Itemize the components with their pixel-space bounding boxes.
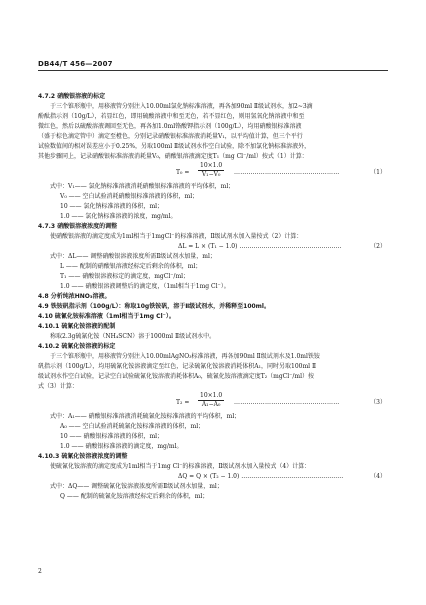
- variable-definition: 1.0 —— 氯化钠标准溶液的浓度，mg/ml。: [60, 213, 177, 220]
- equation-number: （2）: [370, 243, 386, 250]
- variable-definition: 式中：ΔQ—— 调整硫氰化铵溶液浓度所需Ⅱ级试剂水加量，ml；: [50, 483, 223, 490]
- section-4-7-2-heading: 4.7.2 硝酸银溶液的标定: [38, 93, 106, 100]
- paragraph-line: 试验数值间的相对误差应小于0.25%，另取100ml Ⅱ级试剂水作空白试验，除不加氯化钠标准溶液外，: [38, 143, 311, 150]
- paragraph-line: 矾指示剂（100g/L），均用硫氰化铵溶液滴定至红色，记录硫氰化铵溶液消耗体积A₁，同时另取100ml Ⅱ: [38, 363, 317, 370]
- section-4-9: 4.9 铁铵矾指示剂（100g/L）：称取10g铁铵矾，溶于Ⅱ级试剂水，并稀释至100ml。: [38, 303, 270, 310]
- equation-body: ΔQ = Q × (T₂ − 1.0) ……………………………………………: [178, 473, 344, 480]
- paragraph-line: 其他步骤同上，记录硝酸银标准溶液消耗量V₀，硝酸银溶液滴定度T₁（mg Cl⁻/ml）按式（1）计算：: [38, 153, 308, 160]
- standard-code-header: DB44/T 456—2007: [38, 60, 113, 68]
- variable-definition: 1.0 —— 硝酸银标准溶液的滴定度，mg/ml。: [60, 443, 183, 450]
- variable-definition: Q —— 配制的硫氰化铵溶液经标定后剩余的体积，ml；: [60, 493, 209, 500]
- section-4-10-3-heading: 4.10.3 硫氰化铵溶液浓度的调整: [38, 453, 128, 460]
- variable-definition: 1.0 —— 硝酸银溶液调整后的滴定度，（1ml相当于1mg Cl⁻）。: [60, 283, 230, 290]
- paragraph-line: 使硫氰化铵溶液的滴定度成为1ml相当于1mg Cl⁻的标准溶液，Ⅱ级试剂水加入量按式（4）计算：: [50, 463, 311, 470]
- equation-4: [38, 472, 388, 482]
- header-rule: [38, 70, 388, 71]
- variable-definition: T₁ —— 硝酸银溶液标定的滴定度，mgCl⁻/ml；: [60, 273, 190, 280]
- variable-definition: 10 —— 氯化钠标准溶液的体积，ml；: [60, 203, 164, 210]
- paragraph-line: 级试剂水作空白试验，记录空白试验硫氰化铵溶液消耗体积A₀，硫氰化铵溶液滴定度T₂（mgCl⁻/ml）按: [38, 373, 314, 380]
- paragraph-line: 使硝酸银溶液的滴定度成为1ml相当于1mgCl⁻的标准溶液，Ⅱ级试剂水加入量按式（2）计算：: [50, 233, 303, 240]
- paragraph-line: 于三个锥形瓶中，用移液管分别注入10.00mlAgNO₃标准溶液，再各加90ml Ⅱ级试剂水及1.0ml铁铵: [50, 353, 320, 360]
- leader-dots: ……………………………………………: [234, 399, 340, 406]
- fraction-denominator: V₁−V₀: [201, 171, 221, 178]
- variable-definition: V₀ —— 空白试验消耗硝酸银标准溶液的体积，ml；: [60, 193, 199, 200]
- paragraph-line: 称取2.3g硫氰化铵（NH₄SCN）溶于1000ml Ⅱ级试剂水中。: [50, 333, 216, 340]
- variable-definition: 式中：ΔL—— 调整硝酸银溶液浓度所需Ⅱ级试剂水加量，ml；: [50, 253, 216, 260]
- fraction-numerator: 10×1.0: [200, 392, 223, 399]
- equation-number: （3）: [370, 399, 386, 406]
- variable-definition: 式中：V₁—— 氯化钠标准溶液消耗硝酸银标准溶液的平均体积，ml；: [50, 183, 235, 190]
- page-content: [38, 92, 388, 502]
- equation-number: （4）: [370, 473, 386, 480]
- variable-definition: A₀ —— 空白试验消耗硫氰化铵标准溶液的体积，ml；: [60, 423, 205, 430]
- equation-fraction: [198, 392, 224, 409]
- equation-1: [38, 162, 388, 182]
- equation-fraction: [198, 162, 224, 179]
- equation-2: [38, 242, 388, 252]
- paragraph-line: 微红色，然后以硫酸溶液调回至无色，再各加1.0ml铬酸钾指示剂（100g/L），均用硝酸银标准溶液: [38, 123, 302, 130]
- paragraph-line: 于三个锥形瓶中，用移液管分别注入10.00ml氯化钠标准溶液，再各加90ml Ⅱ级试剂水，加2~3滴: [50, 103, 313, 110]
- fraction-denominator: A₁−A₀: [201, 401, 221, 408]
- section-4-10-1-heading: 4.10.1 硫氰化铵溶液的配制: [38, 323, 116, 330]
- section-4-8: 4.8 分析纯浓HNO₃溶液。: [38, 293, 111, 300]
- paragraph-line: （盛于棕色滴定管中）滴定至橙色，分别记录硝酸银标准溶液消耗量V₁，以平均值计算，但三个平行: [38, 133, 303, 140]
- paragraph-line: 酚酞指示剂（10g/L），若显红色，即用硫酸溶液中和至无色，若不显红色，则用氢氧化钠溶液中和至: [38, 113, 305, 120]
- section-4-7-3-heading: 4.7.3 硝酸银溶液浓度的调整: [38, 223, 118, 230]
- fraction-numerator: 10×1.0: [200, 162, 223, 169]
- variable-definition: L —— 配制的硝酸银溶液经标定后剩余的体积，ml；: [60, 263, 202, 270]
- equation-body: ΔL = L × (T₁ − 1.0) ……………………………………………: [178, 243, 342, 250]
- leader-dots: ……………………………………………: [234, 169, 340, 176]
- equation-3: [38, 392, 388, 412]
- section-4-10-2-heading: 4.10.2 硫氰化铵溶液的标定: [38, 343, 116, 350]
- paragraph-line: 式（3）计算：: [38, 383, 78, 390]
- variable-definition: 式中：A₁—— 硝酸银标准溶液消耗硫氰化铵标准溶液的平均体积，ml；: [50, 413, 241, 420]
- section-4-10: 4.10 硫氰化铵标准溶液（1ml相当于1mg Cl⁻）。: [38, 313, 175, 320]
- equation-number: （1）: [370, 169, 386, 176]
- variable-definition: 10 —— 硝酸银标准溶液的体积，ml；: [60, 433, 164, 440]
- equation-lhs: T₀ =: [176, 169, 190, 176]
- equation-lhs: T₂ =: [176, 399, 190, 406]
- page-number: 2: [38, 568, 42, 575]
